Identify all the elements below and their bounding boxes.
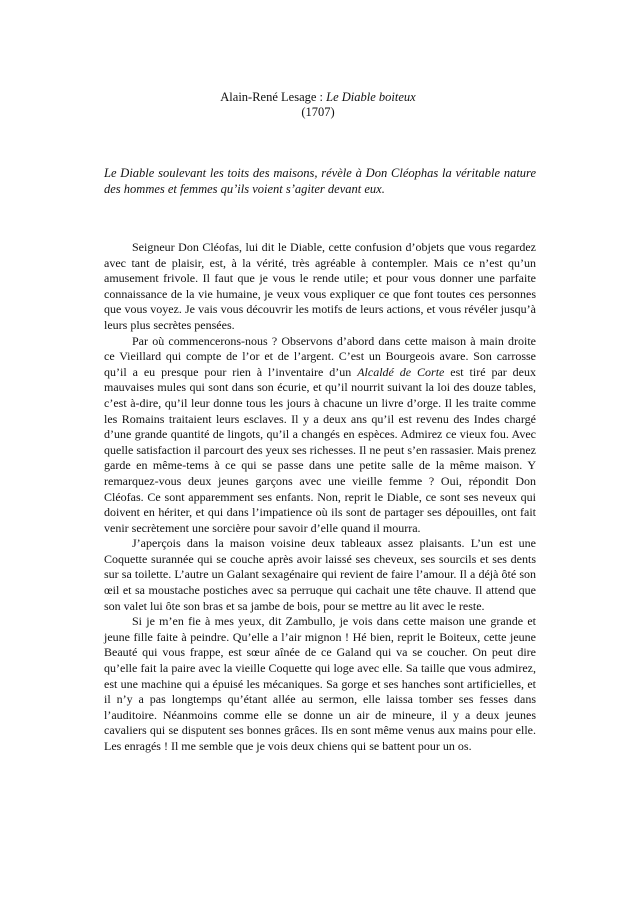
body-text (104, 240, 536, 755)
paragraph-3: J’aperçois dans la maison voisine deux tableaux assez plaisants. L’un est une Coquette surannée qui se couche après avoir laissé ses cheveux, ses sourcils et ses dents sur sa toilette. L’autre un Galant sexagénaire qui revient de faire l’amour. Il a déjà ôté son œil et sa moustache postiches avec sa perruque qui cachait une tête chauve. Il attend que son valet lui ôte son bras et sa jambe de bois, pour se mettre au lit avec le reste. (104, 536, 536, 613)
paragraph-1: Seigneur Don Cléofas, lui dit le Diable, cette confusion d’objets que vous regardez avec tant de plaisir, est, à la vérité, très agréable à contempler. Mais ce n’est qu’un amusement frivole. Il faut que je vous le rende utile; et pour vous donner une parfaite connaissance de la vie humaine, je veux vous expliquer ce que font toutes ces personnes que vous voyez. Je vais vous découvrir les motifs de leurs actions, et vous révéler jusqu’à leurs plus secrètes pensées. (104, 240, 536, 332)
paragraph-2-part-b: est tiré par deux mauvaises mules qui sont dans son écurie, et qu’il nourrit suivant la loi des douze tables, c’est à-dire, qu’il leur donne tous les jours à chacune un livre d’orge. Il les traite comme les Romains traitaient leurs esclaves. Il y a deux ans qu’il est revenu des Indes chargé d’une grande quantité de lingots, qu’il a changés en espèces. Admirez ce vieux fou. Avec quelle satisfaction il parcourt des yeux ses richesses. Il ne peut s’en rassasier. Mais prenez garde en même-tems à ce qui se passe dans une petite salle de la même maison. Y remarquez-vous deux jeunes garçons avec une vieille femme ? Oui, répondit Don Cléofas. Ce sont apparemment ses enfants. Non, reprit le Diable, ce sont ses neveux qui doivent en hériter, et qui dans l’impatience où ils sont de partager ses dépouilles, ont fait venir secrètement une sorcière pour savoir d’elle quand il mourra. (104, 364, 537, 535)
publication-year: (1707) (301, 105, 335, 119)
document-subtitle: Le Diable soulevant les toits des maisons, révèle à Don Cléophas la véritable nature des hommes et femmes qu’ils voient s’agiter devant eux. (104, 166, 536, 196)
paragraph-2-italic: Alcaldé de Corte (357, 364, 445, 379)
document-header (0, 90, 636, 120)
author-name: Alain-René Lesage : (220, 90, 327, 104)
paragraph-2 (104, 334, 536, 537)
paragraph-2-part-a: Par où commencerons-nous ? Observons d’abord dans cette maison à main droite ce Vieillard qui compte de l’or et de l’argent. C’est un Bourgeois avare. Son carrosse qu’il a eu presque pour rien à l’inventaire d’un (104, 333, 536, 379)
paragraph-4: Si je m’en fie à mes yeux, dit Zambullo, je vois dans cette maison une grande et jeune fille faite à peindre. Qu’elle a l’air mignon ! Hé bien, reprit le Boiteux, cette jeune Beauté qui vous frappe, est sœur aînée de ce Galand qui va se coucher. On peut dire qu’elle fait la paire avec la vieille Coquette qui loge avec elle. Sa taille que vous admirez, est une machine qui a épuisé les mécaniques. Sa gorge et ses hanches sont artificielles, et il n’y a pas longtemps qu’étant allée au sermon, elle laissa tomber ses fesses dans l’auditoire. Néanmoins comme elle se donne un air de mineure, il y a deux jeunes cavaliers qui se disputent ses bonnes grâces. Ils en sont même venus aux mains pour elle. Les enragés ! Il me semble que je vois deux chiens qui se battent pour un os. (104, 614, 536, 753)
work-title: Le Diable boiteux (326, 90, 416, 104)
